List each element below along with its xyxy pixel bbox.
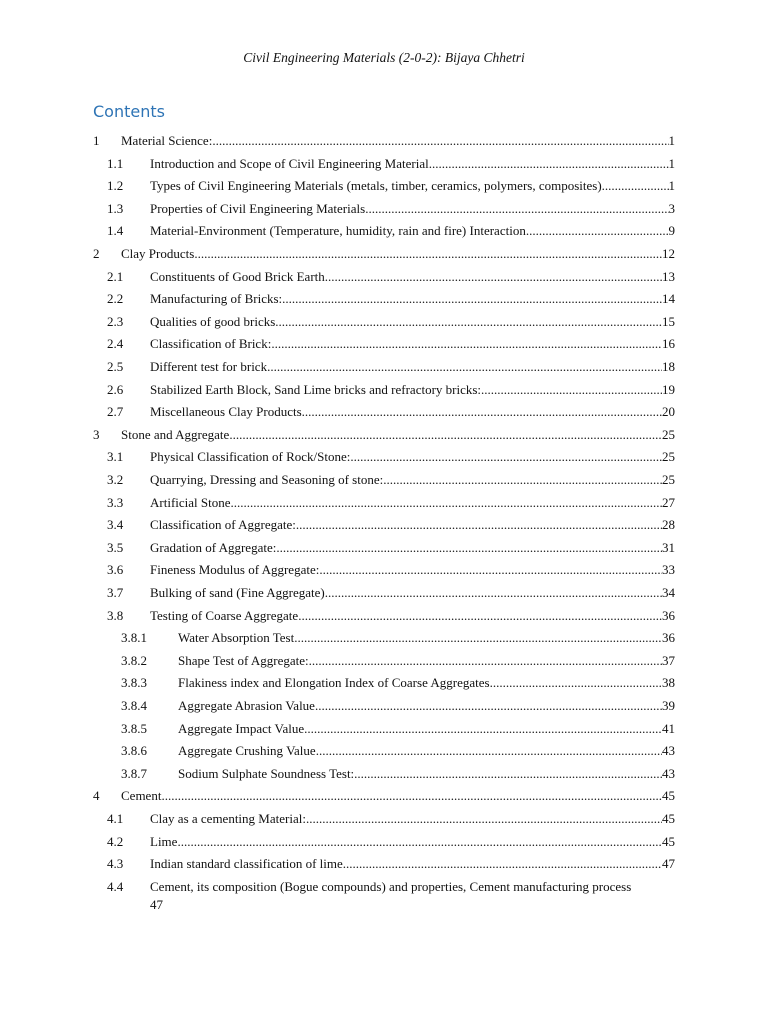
toc-entry[interactable] [0,130,768,152]
toc-dot-leader [212,130,668,152]
toc-dot-leader [602,175,669,197]
toc-entry-number: 3.6 [107,562,124,578]
toc-dot-leader [490,672,662,694]
toc-entry-page: 45 [662,788,675,804]
toc-entry[interactable] [0,695,768,717]
toc-entry-title: Physical Classification of Rock/Stone: [150,449,351,465]
toc-entry-number: 4.4 [107,878,124,894]
toc-dot-leader [276,537,662,559]
toc-entry[interactable] [0,785,768,807]
toc-entry-page: 20 [662,404,675,420]
toc-entry-title: Indian standard classification of lime [150,856,343,872]
toc-entry-number: 3.4 [107,517,124,533]
toc-entry-line[interactable] [150,175,675,197]
toc-dot-leader [267,356,662,378]
toc-entry-title: Gradation of Aggregate: [150,539,277,555]
toc-entry-number: 2.5 [107,359,124,374]
toc-entry-page: 43 [662,743,675,759]
toc-entry-number: 3 [93,426,100,442]
toc-entry-number: 1.4 [107,223,124,239]
toc-entry-page: 25 [662,426,675,442]
toc-entry-number: 1.1 [107,155,124,171]
toc-entry-page: 38 [662,675,675,691]
toc-entry[interactable] [0,311,768,333]
toc-entry-page: 31 [662,539,675,555]
toc-dot-leader [309,650,662,672]
toc-dot-leader [429,153,669,175]
toc-dot-leader [526,220,669,242]
toc-entry-number: 2.4 [107,336,124,352]
toc-entry-title: Properties of Civil Engineering Materials [150,200,366,216]
toc-dot-leader [231,492,662,514]
toc-entry[interactable] [0,469,768,491]
toc-entry-page: 47 [150,896,163,912]
toc-entry-title: Water Absorption Test [178,630,295,646]
toc-entry-page: 27 [662,494,675,510]
toc-entry[interactable] [0,763,768,785]
toc-entry-page: 36 [662,607,675,623]
toc-entry-number: 3.8.3 [121,675,147,691]
toc-entry[interactable] [0,356,768,378]
toc-entry-number: 4.3 [107,856,124,872]
toc-entry[interactable] [0,808,768,830]
toc-entry-number: 2.6 [107,381,124,397]
toc-entry-page: 15 [662,313,675,329]
toc-entry[interactable] [0,379,768,401]
toc-entry-page: 36 [662,630,675,646]
toc-entry-title: Cement [121,788,162,804]
toc-dot-leader [296,514,662,536]
toc-entry-line[interactable] [150,356,675,378]
toc-entry-line[interactable] [178,740,675,762]
toc-entry[interactable] [0,266,768,288]
toc-entry-page: 39 [662,698,675,713]
toc-entry-number: 2.2 [107,291,124,307]
toc-entry-page: 37 [662,652,675,668]
toc-entry-title: Different test for brick [150,359,268,374]
toc-entry-title: Types of Civil Engineering Materials (metals, timber, ceramics, polymers, composites) [150,178,602,194]
toc-entry-line[interactable] [178,695,675,717]
toc-entry-page: 13 [662,268,675,284]
toc-entry-title: Stone and Aggregate [121,426,230,442]
toc-dot-leader [271,333,662,355]
toc-dot-leader [316,740,662,762]
toc-entry-line[interactable] [150,537,675,559]
toc-entry-number: 4.1 [107,811,124,826]
toc-entry-line[interactable] [150,446,675,468]
toc-entry[interactable] [0,831,768,853]
toc-entry-title: Aggregate Crushing Value [178,743,316,759]
toc-entry-page: 14 [662,291,675,307]
toc-entry-page: 25 [662,472,675,487]
toc-entry-title: Lime [150,833,178,849]
toc-entry-page: 34 [662,585,675,600]
toc-entry-page: 25 [662,449,675,465]
toc-entry-page: 1 [668,155,675,171]
toc-entry-title: Constituents of Good Brick Earth [150,268,325,284]
toc-entry-line[interactable] [121,424,675,446]
toc-entry[interactable] [0,853,768,875]
toc-entry-page: 1 [668,133,675,148]
toc-entry-number: 4 [93,788,100,804]
toc-entry-line[interactable] [150,220,675,242]
toc-entry-line[interactable] [150,605,675,627]
toc-entry-title: Shape Test of Aggregate: [178,652,309,668]
toc-dot-leader [298,605,662,627]
toc-dot-leader [315,695,662,717]
toc-dot-leader [294,627,662,649]
toc-entry-page: 19 [662,381,675,397]
toc-entry-line[interactable] [150,198,675,220]
toc-entry-line[interactable] [178,672,675,694]
toc-entry-number: 4.2 [107,833,124,849]
toc-entry[interactable] [0,718,768,740]
toc-entry-title: Classification of Brick: [150,336,272,352]
toc-entry-page: 43 [662,765,675,781]
toc-entry-title: Quarrying, Dressing and Seasoning of stone: [150,472,384,487]
toc-entry-title: Bulking of sand (Fine Aggregate) [150,585,325,600]
toc-entry-line[interactable] [150,333,675,355]
toc-dot-leader [319,559,662,581]
toc-entry-title: Clay as a cementing Material: [150,811,306,826]
toc-entry-line[interactable] [121,130,675,152]
toc-entry-line[interactable] [150,514,675,536]
toc-dot-leader [161,785,662,807]
toc-entry-number: 1.2 [107,178,124,194]
toc-entry-number: 3.8.5 [121,720,147,736]
toc-entry[interactable] [0,175,768,197]
toc-entry-line[interactable] [121,243,675,265]
toc-entry-title: Clay Products [121,246,195,261]
toc-entry-page: 47 [662,856,675,872]
toc-entry[interactable] [0,243,768,265]
toc-entry-number: 3.8.6 [121,743,147,759]
toc-entry-title: Miscellaneous Clay Products [150,404,302,420]
toc-entry[interactable] [0,627,768,649]
toc-dot-leader [354,763,662,785]
toc-entry-page: 41 [662,720,675,736]
toc-entry-title: Qualities of good bricks [150,313,276,329]
toc-dot-leader [325,582,662,604]
toc-dot-leader [229,424,662,446]
toc-entry-line[interactable] [150,492,675,514]
toc-dot-leader [194,243,662,265]
toc-entry[interactable] [0,288,768,310]
toc-entry-page: 28 [662,517,675,533]
toc-entry-page: 45 [662,811,675,826]
toc-entry-number: 3.8.4 [121,698,147,713]
toc-entry-line[interactable] [178,718,675,740]
toc-entry[interactable] [0,876,768,916]
toc-entry[interactable] [0,198,768,220]
toc-dot-leader [343,853,662,875]
toc-entry-number: 3.1 [107,449,124,465]
toc-entry-line[interactable] [178,650,675,672]
toc-entry-line[interactable] [150,582,675,604]
toc-entry[interactable] [0,220,768,242]
toc-entry-line[interactable] [178,763,675,785]
toc-entry-number: 2.1 [107,268,124,284]
toc-entry[interactable] [0,446,768,468]
toc-entry-title: Aggregate Abrasion Value [178,698,315,713]
toc-entry-line[interactable] [150,401,675,423]
toc-entry-line[interactable] [150,469,675,491]
toc-entry-number: 2.3 [107,313,124,329]
toc-entry-line[interactable] [150,808,675,830]
toc-entry-title: Artificial Stone [150,494,231,510]
toc-entry[interactable] [0,424,768,446]
toc-entry-title: Material-Environment (Temperature, humidity, rain and fire) Interaction [150,223,526,239]
toc-entry[interactable] [0,605,768,627]
toc-dot-leader [350,446,662,468]
toc-entry[interactable] [0,537,768,559]
toc-entry-title: Introduction and Scope of Civil Engineering Material [150,155,429,171]
toc-entry-page: 9 [668,223,675,239]
toc-entry-page: 12 [662,246,675,261]
document-header: Civil Engineering Materials (2-0-2): Bijaya Chhetri [243,50,525,65]
toc-entry-number: 1.3 [107,200,124,216]
toc-entry-line[interactable] [178,627,675,649]
toc-entry-line[interactable] [150,311,675,333]
toc-entry-title: Classification of Aggregate: [150,517,296,533]
toc-entry-line[interactable] [121,785,675,807]
contents-heading: Contents [93,102,165,121]
toc-entry-title: Manufacturing of Bricks: [150,291,283,307]
toc-entry-title: Material Science: [121,133,213,148]
toc-dot-leader [306,808,662,830]
toc-entry-title: Flakiness index and Elongation Index of Coarse Aggregates [178,675,490,691]
toc-entry-number: 2 [93,246,100,261]
toc-entry[interactable] [0,582,768,604]
toc-entry[interactable] [0,672,768,694]
toc-entry[interactable] [0,650,768,672]
toc-entry-page: 33 [662,562,675,578]
toc-entry-number: 1 [93,133,100,148]
toc-entry-number: 3.2 [107,472,124,487]
toc-entry-line[interactable] [150,153,675,175]
toc-entry-number: 3.3 [107,494,124,510]
toc-entry-line[interactable] [150,266,675,288]
toc-dot-leader [304,718,662,740]
toc-dot-leader [177,831,662,853]
toc-entry-line[interactable] [150,831,675,853]
toc-dot-leader [282,288,662,310]
toc-entry[interactable] [0,153,768,175]
toc-entry-title: Stabilized Earth Block, Sand Lime bricks and refractory bricks: [150,381,482,397]
toc-entry-line[interactable] [150,379,675,401]
toc-entry-number: 3.8.2 [121,652,147,668]
toc-entry-page: 45 [662,833,675,849]
toc-dot-leader [481,379,662,401]
toc-entry-line[interactable] [150,853,675,875]
toc-entry-title: Sodium Sulphate Soundness Test: [178,765,355,781]
toc-entry-title: Fineness Modulus of Aggregate: [150,562,320,578]
toc-entry[interactable] [0,740,768,762]
toc-entry[interactable] [0,559,768,581]
toc-entry-line[interactable] [150,878,675,914]
toc-dot-leader [383,469,662,491]
toc-entry-number: 2.7 [107,404,124,420]
toc-dot-leader [325,266,662,288]
toc-entry-number: 3.5 [107,539,124,555]
toc-entry[interactable] [0,333,768,355]
toc-dot-leader [275,311,662,333]
toc-entry-number: 3.8 [107,607,124,623]
toc-entry-page: 1 [668,178,675,194]
toc-entry[interactable] [0,514,768,536]
toc-entry-page: 3 [668,200,675,216]
toc-entry-title: Cement, its composition (Bogue compounds) and properties, Cement manufacturing process [150,878,632,894]
toc-entry[interactable] [0,401,768,423]
toc-entry-line[interactable] [150,559,675,581]
toc-entry-number: 3.8.7 [121,765,147,781]
toc-entry-page: 18 [662,359,675,374]
toc-entry[interactable] [0,492,768,514]
toc-entry-number: 3.8.1 [121,630,147,646]
toc-entry-title: Aggregate Impact Value [178,720,305,736]
toc-entry-line[interactable] [150,288,675,310]
toc-entry-number: 3.7 [107,585,124,600]
toc-entry-page: 16 [662,336,675,352]
toc-dot-leader [302,401,662,423]
toc-dot-leader [365,198,668,220]
toc-entry-title: Testing of Coarse Aggregate [150,607,299,623]
